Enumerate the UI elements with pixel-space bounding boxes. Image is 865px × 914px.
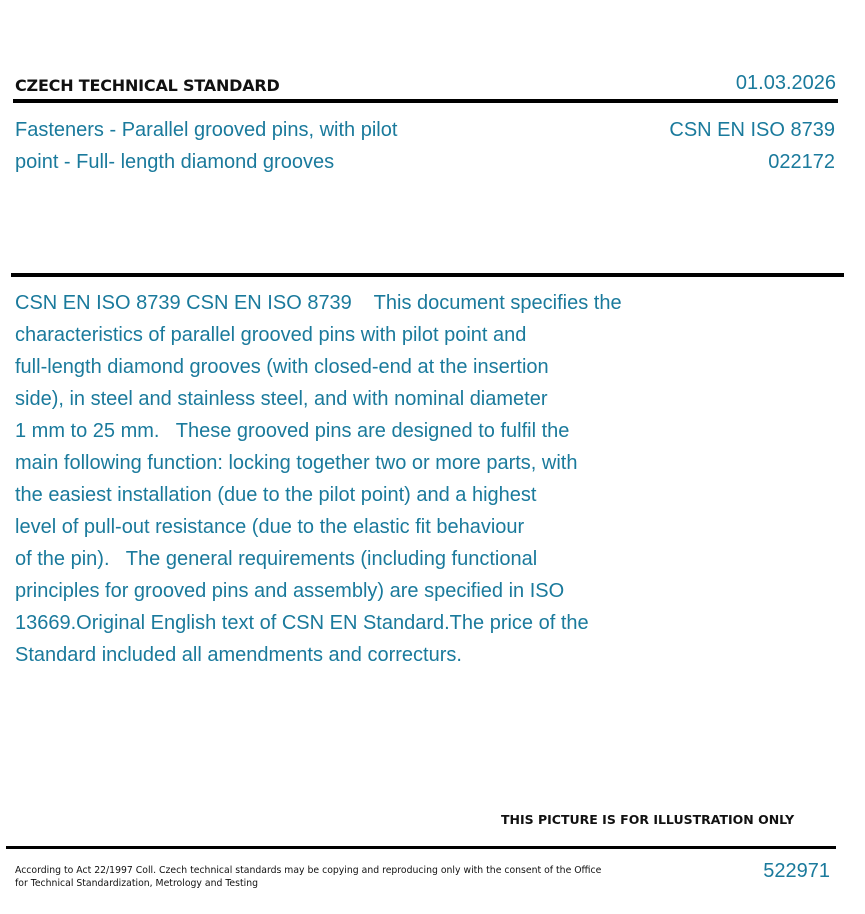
title-line: Fasteners - Parallel grooved pins, with pilot [15, 119, 398, 141]
class-number: 022172 [768, 151, 835, 173]
legal-line: for Technical Standardization, Metrology and Testing [15, 878, 259, 889]
standard-identifiers [669, 114, 835, 178]
abstract-text [15, 287, 622, 671]
standard-designation: CSN EN ISO 8739 [669, 119, 835, 141]
document-title [15, 114, 495, 178]
header-divider [13, 99, 838, 103]
title-line: point - Full- length diamond grooves [15, 151, 335, 173]
section-divider [11, 273, 844, 277]
abstract-line: 1 mm to 25 mm. These grooved pins are designed to fulfil the [15, 420, 570, 442]
legal-line: According to Act 22/1997 Coll. Czech technical standards may be copying and reproducing only with the consent of the Office [15, 865, 602, 876]
illustration-note: THIS PICTURE IS FOR ILLUSTRATION ONLY [501, 812, 795, 827]
abstract-line: the easiest installation (due to the pilot point) and a highest [15, 484, 537, 506]
abstract-line: side), in steel and stainless steel, and with nominal diameter [15, 388, 548, 410]
legal-notice [15, 864, 602, 890]
abstract-line: of the pin). The general requirements (including functional [15, 548, 538, 570]
abstract-line: main following function: locking together two or more parts, with [15, 452, 578, 474]
abstract-line: full-length diamond grooves (with closed-end at the insertion [15, 356, 549, 378]
abstract-line: 13669.Original English text of CSN EN Standard.The price of the [15, 612, 589, 634]
standard-type-label: CZECH TECHNICAL STANDARD [15, 76, 280, 95]
abstract-line: principles for grooved pins and assembly) are specified in ISO [15, 580, 565, 602]
publication-date: 01.03.2026 [735, 72, 836, 94]
abstract-line: characteristics of parallel grooved pins with pilot point and [15, 324, 527, 346]
footer-divider [6, 846, 836, 849]
abstract-line: level of pull-out resistance (due to the elastic fit behaviour [15, 516, 525, 538]
abstract-line: CSN EN ISO 8739 CSN EN ISO 8739 This document specifies the [15, 292, 622, 314]
catalog-number: 522971 [763, 860, 830, 882]
abstract-line: Standard included all amendments and correcturs. [15, 644, 462, 666]
